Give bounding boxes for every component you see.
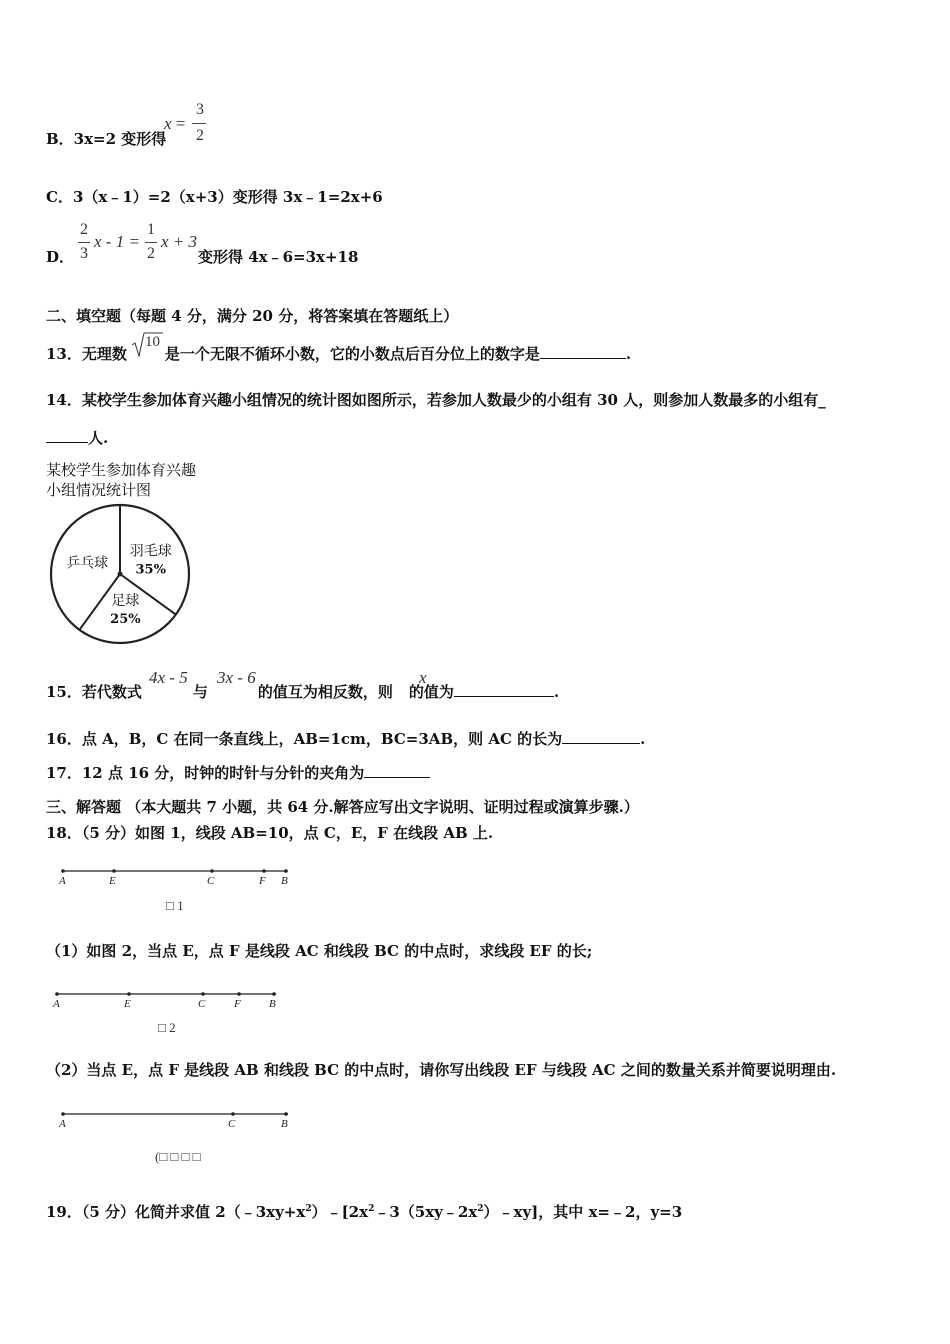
q15-mid: 与 (192, 683, 208, 701)
q15-expr2: 3x - 6 (217, 668, 256, 687)
q15-prefix: 15．若代数式 (46, 683, 142, 701)
chart-title-line2: 小组情况统计图 (46, 481, 152, 499)
point-label: C (198, 998, 206, 1010)
figure-2-caption: □ 2 (158, 1020, 176, 1035)
answer-blank (562, 743, 640, 744)
option-d-label: D． (46, 248, 75, 266)
point-label: A (59, 875, 66, 887)
q13-prefix: 13．无理数 (46, 345, 127, 363)
option-d-den1: 3 (80, 245, 88, 262)
figure-3-caption: (□ □ □ □ (155, 1149, 201, 1164)
q19 (46, 1201, 682, 1222)
q13-end: . (625, 345, 632, 363)
q15-end: . (553, 683, 560, 701)
point-label: C (228, 1118, 236, 1130)
q19-part-d: ）﹣xy]，其中 x=﹣2，y=3 (483, 1203, 683, 1221)
q19-part-c: ﹣3（5xy﹣2x (374, 1203, 478, 1221)
pie-slice-value: 35% (135, 562, 166, 578)
q14-line1: 14．某校学生参加体育兴趣小组情况的统计图如图所示，若参加人数最少的小组有 30 人，则参加人数最多的小组有_ (46, 391, 826, 409)
option-b-denominator: 2 (196, 127, 204, 144)
q19-sup3: 2 (477, 1204, 484, 1214)
point-label: A (53, 998, 60, 1010)
q15-expr1: 4x - 5 (149, 668, 188, 687)
point-label: B (281, 1118, 288, 1130)
pie-slice-label: 足球 (111, 593, 140, 610)
pie-slice-label: 羽毛球 (129, 543, 172, 560)
q17 (46, 762, 430, 783)
option-b-numerator: 3 (196, 101, 204, 118)
q15-var: x (419, 668, 427, 687)
answer-blank (454, 696, 554, 697)
q16-text: 16．点 A，B，C 在同一条直线上，AB=1cm，BC=3AB，则 AC 的长为 (46, 730, 563, 748)
q19-part-b: ）﹣[2x (311, 1203, 369, 1221)
option-d-num1: 2 (80, 221, 88, 238)
point-label: F (259, 875, 266, 887)
point-label: B (281, 875, 288, 887)
point-label: C (207, 875, 215, 887)
option-d-den2: 2 (147, 245, 155, 262)
q18-part1: （1）如图 2，当点 E，点 F 是线段 AC 和线段 BC 的中点时，求线段 EF 的长; (46, 942, 593, 960)
point-label: A (59, 1118, 66, 1130)
q16-end: . (640, 730, 646, 748)
q18-stem: 18．（5 分）如图 1，线段 AB=10，点 C，E，F 在线段 AB 上. (46, 824, 494, 842)
q15-text2: 的值互为相反数，则 (257, 683, 393, 701)
point-label: B (269, 998, 276, 1010)
section-2-title: 二、填空题（每题 4 分，满分 20 分，将答案填在答题纸上） (46, 307, 459, 325)
q19-sup1: 2 (305, 1204, 312, 1214)
q18-part2: （2）当点 E，点 F 是线段 AB 和线段 BC 的中点时，请你写出线段 EF 与线段 AC 之间的数量关系并简要说明理由. (46, 1061, 837, 1079)
pie-slice-value: 25% (110, 612, 141, 628)
chart-title-line1: 某校学生参加体育兴趣 (46, 461, 197, 479)
point-label: E (109, 875, 116, 887)
q19-part-a: 19．（5 分）化简并求值 2（﹣3xy+x (46, 1203, 306, 1221)
q16 (46, 728, 645, 749)
q14-line2-end: 人. (88, 429, 109, 447)
q17-text: 17．12 点 16 分，时钟的时针与分针的夹角为 (46, 764, 365, 782)
section-3-title: 三、解答题 （本大题共 7 小题，共 64 分.解答应写出文字说明、证明过程或演算步骤.） (46, 798, 639, 816)
option-d-end: x + 3 (161, 232, 198, 251)
q19-sup2: 2 (368, 1204, 375, 1214)
option-b-eq: x = (164, 114, 186, 133)
point-label: E (124, 998, 131, 1010)
figure-1-caption: □ 1 (166, 898, 184, 913)
answer-blank (364, 777, 430, 778)
option-d-num2: 1 (147, 221, 155, 238)
option-d-tail: 变形得 4x﹣6=3x+18 (198, 248, 359, 266)
q13-suffix: 是一个无限不循环小数，它的小数点后百分位上的数字是 (164, 345, 540, 363)
pie-center (118, 572, 123, 577)
q15 (46, 681, 559, 702)
pie-slice-label: 乒乓球 (66, 555, 109, 572)
q15-text3: 的值为 (408, 683, 454, 701)
option-d-mid: x - 1 = (94, 232, 140, 251)
point-label: F (234, 998, 241, 1010)
option-c: C．3（x﹣1）=2（x+3）变形得 3x﹣1=2x+6 (46, 188, 383, 206)
q13-radicand: 10 (145, 334, 160, 350)
option-b-label: B．3x=2 变形得 (46, 130, 167, 148)
